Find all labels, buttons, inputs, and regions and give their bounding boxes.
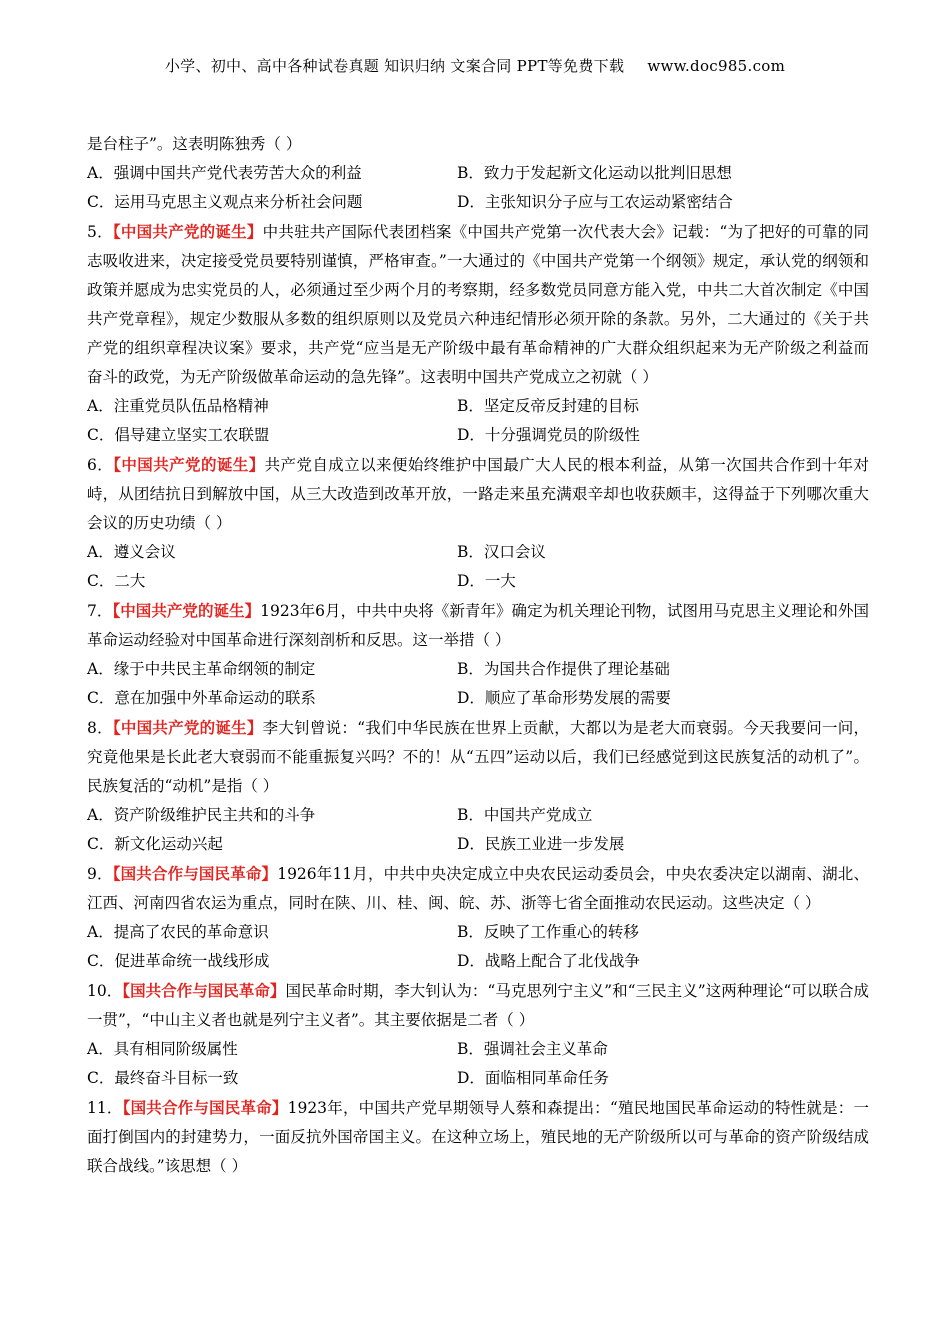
q6-options-row1 <box>87 538 869 567</box>
q8-option-a[interactable]: A．资产阶级维护民主共和的斗争 <box>87 806 316 824</box>
q8-number: 8． <box>87 719 113 737</box>
q7-stem <box>87 596 869 655</box>
q9-stem-text: 1926年11月，中共中央决定成立中央农民运动委员会，中央农委决定以湖南、湖北、江西、河南四省农运为重点，同时在陕、川、桂、闽、皖、苏、浙等七省全面推动农民运动。这些决定（ ） <box>87 865 869 912</box>
header-url[interactable]: www.doc985.com <box>647 57 786 75</box>
q6-option-d[interactable]: D．一大 <box>457 572 516 590</box>
header-text: 小学、初中、高中各种试卷真题 知识归纳 文案合同 PPT等免费下载 <box>164 57 625 75</box>
q11-number: 11． <box>87 1099 123 1117</box>
q5-options-row2 <box>87 421 869 450</box>
q6-option-a[interactable]: A．遵义会议 <box>87 543 176 561</box>
q7-option-d[interactable]: D．顺应了革命形势发展的需要 <box>457 689 671 707</box>
q10-options-row1 <box>87 1035 869 1064</box>
q10-stem <box>87 976 869 1035</box>
q5-number: 5． <box>87 223 113 241</box>
q6-option-c[interactable]: C．二大 <box>87 572 146 590</box>
q5-stem-text: 中共驻共产国际代表团档案《中国共产党第一次代表大会》记载：“为了把好的可靠的同志吸收进来，决定接受党员要特别谨慎，严格审查。”一大通过的《中国共产党第一个纲领》规定，承认党的纲领和政策并愿成为忠实党员的人，必须通过至少两个月的考察期，经多数党员同意方能入党，中共二大首次制定《中国共产党章程》，规定少数服从多数的组织原则以及党员六种违纪情形必须开除的条款。另外，二大通过的《关于共产党的组织章程决议案》要求，共产党“应当是无产阶级中最有革命精神的广大群众组织起来为无产阶级之利益而奋斗的政党，为无产阶级做革命运动的急先锋”。这表明中国共产党成立之初就（ ） <box>87 223 869 386</box>
q9-option-b[interactable]: B．反映了工作重心的转移 <box>457 923 639 941</box>
q9-number: 9． <box>87 865 113 883</box>
q8-stem-text: 李大钊曾说：“我们中华民族在世界上贡献，大都以为是老大而衰弱。今天我要问一问，究竟他果是长此老大衰弱而不能重振复兴吗？不的！从“五四”运动以后，我们已经感觉到这民族复活的动机了”。民族复活的“动机”是指（ ） <box>87 719 869 795</box>
q7-option-a[interactable]: A．缘于中共民主革命纲领的制定 <box>87 660 316 678</box>
page-header <box>0 55 950 76</box>
q10-option-a[interactable]: A．具有相同阶级属性 <box>87 1040 238 1058</box>
q7-stem-text: 1923年6月，中共中央将《新青年》确定为机关理论刊物，试图用马克思主义理论和外国革命运动经验对中国革命进行深刻剖析和反思。这一举措（ ） <box>87 602 869 649</box>
q10-stem-text: 国民革命时期，李大钊认为：“马克思列宁主义”和“三民主义”这两种理论“可以联合成一贯”，“中山主义者也就是列宁主义者”。其主要依据是二者（ ） <box>87 982 869 1029</box>
q5-topic-tag: 【中国共产党的诞生】 <box>112 222 263 241</box>
q5-options-row1 <box>87 392 869 421</box>
q8-options-row2 <box>87 830 869 859</box>
q10-option-c[interactable]: C．最终奋斗目标一致 <box>87 1069 239 1087</box>
q9-topic-tag: 【国共合作与国民革命】 <box>112 864 278 883</box>
q5-option-b[interactable]: B．坚定反帝反封建的目标 <box>457 397 639 415</box>
q7-option-c[interactable]: C．意在加强中外革命运动的联系 <box>87 689 316 707</box>
q7-options-row2 <box>87 684 869 713</box>
q5-option-a[interactable]: A．注重党员队伍品格精神 <box>87 397 269 415</box>
q11-stem-text: 1923年，中国共产党早期领导人蔡和森提出：“殖民地国民革命运动的特性就是：一面打倒国内的封建势力，一面反抗外国帝国主义。在这种立场上，殖民地的无产阶级所以可与革命的资产阶级结成联合战线。”该思想（ ） <box>87 1099 869 1175</box>
q4-option-c[interactable]: C．运用马克思主义观点来分析社会问题 <box>87 193 363 211</box>
q11-stem <box>87 1093 869 1181</box>
q8-stem <box>87 713 869 801</box>
q10-number: 10． <box>87 982 123 1000</box>
q7-options-row1 <box>87 655 869 684</box>
q7-option-b[interactable]: B．为国共合作提供了理论基础 <box>457 660 670 678</box>
q9-option-d[interactable]: D．战略上配合了北伐战争 <box>457 952 640 970</box>
q9-options-row1 <box>87 918 869 947</box>
q8-options-row1 <box>87 801 869 830</box>
q9-options-row2 <box>87 947 869 976</box>
q5-option-d[interactable]: D．十分强调党员的阶级性 <box>457 426 640 444</box>
q6-stem <box>87 450 869 538</box>
q4-option-d[interactable]: D．主张知识分子应与工农运动紧密结合 <box>457 193 733 211</box>
q10-options-row2 <box>87 1064 869 1093</box>
q5-option-c[interactable]: C．倡导建立坚实工农联盟 <box>87 426 270 444</box>
q10-topic-tag: 【国共合作与国民革命】 <box>122 981 286 1000</box>
q8-topic-tag: 【中国共产党的诞生】 <box>112 718 263 737</box>
q9-stem <box>87 859 869 918</box>
q8-option-c[interactable]: C．新文化运动兴起 <box>87 835 223 853</box>
q8-option-b[interactable]: B．中国共产党成立 <box>457 806 593 824</box>
q4-options-row1 <box>87 159 869 188</box>
q10-option-b[interactable]: B．强调社会主义革命 <box>457 1040 608 1058</box>
q9-option-a[interactable]: A．提高了农民的革命意识 <box>87 923 269 941</box>
q7-number: 7． <box>87 602 113 620</box>
q6-number: 6． <box>87 456 114 474</box>
q11-topic-tag: 【国共合作与国民革命】 <box>122 1098 288 1117</box>
q4-option-b[interactable]: B．致力于发起新文化运动以批判旧思想 <box>457 164 732 182</box>
document-body <box>87 130 869 1181</box>
q4-stem-tail: 是台柱子”。这表明陈独秀（ ） <box>87 135 302 153</box>
q6-topic-tag: 【中国共产党的诞生】 <box>113 455 265 474</box>
q4-options-row2 <box>87 188 869 217</box>
q5-stem <box>87 217 869 392</box>
q4-option-a[interactable]: A．强调中国共产党代表劳苦大众的利益 <box>87 164 362 182</box>
q6-stem-text: 共产党自成立以来便始终维护中国最广大人民的根本利益，从第一次国共合作到十年对峙，从团结抗日到解放中国，从三大改造到改革开放，一路走来虽充满艰辛却也收获颇丰，这得益于下列哪次重大会议的历史功绩（ ） <box>87 456 869 532</box>
q9-option-c[interactable]: C．促进革命统一战线形成 <box>87 952 270 970</box>
q6-options-row2 <box>87 567 869 596</box>
q7-topic-tag: 【中国共产党的诞生】 <box>112 601 261 620</box>
q8-option-d[interactable]: D．民族工业进一步发展 <box>457 835 625 853</box>
q10-option-d[interactable]: D．面临相同革命任务 <box>457 1069 609 1087</box>
q6-option-b[interactable]: B．汉口会议 <box>457 543 546 561</box>
